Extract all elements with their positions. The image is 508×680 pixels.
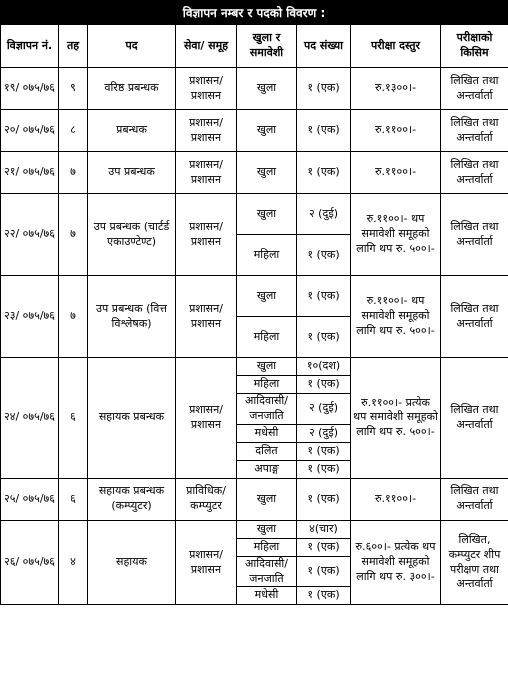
header-post: पद xyxy=(88,25,176,68)
ad-no-cell: २३/ ०७५/७६ xyxy=(1,276,59,358)
post-cell: सहायक प्रबन्धक (कम्प्युटर) xyxy=(88,478,176,520)
ad-no-cell: २४/ ०७५/७६ xyxy=(1,358,59,479)
service-cell: प्रशासन/ प्रशासन xyxy=(176,152,237,194)
fee-cell: रु.१३००।- xyxy=(351,68,441,110)
quantity-cell: १ (एक) xyxy=(297,556,351,587)
category-cell: आदिवासी/ जनजाति xyxy=(237,394,297,425)
quantity-cell: २ (दुई) xyxy=(297,394,351,425)
quantity-cell: २ (दुई) xyxy=(297,424,351,442)
category-cell: दलित xyxy=(237,442,297,460)
service-cell: प्रशासन/ प्रशासन xyxy=(176,520,237,605)
quantity-cell: १ (एक) xyxy=(297,110,351,152)
quantity-cell: २ (दुई) xyxy=(297,194,351,235)
level-cell: ९ xyxy=(59,68,88,110)
fee-cell: रु.११००।- प्रत्येक थप समावेशी समूहको लागि थप रु. ५००।- xyxy=(351,358,441,479)
post-cell: प्रबन्धक xyxy=(88,110,176,152)
quantity-cell: १०(दश) xyxy=(297,358,351,376)
category-cell: अपाङ्ग xyxy=(237,460,297,478)
table-header-row xyxy=(1,25,508,68)
category-cell: मधेसी xyxy=(237,424,297,442)
fee-cell: रु.६००।- प्रत्येक थप समावेशी समूहको लागि थप रु. ३००।- xyxy=(351,520,441,605)
fee-cell: रु.११००।- थप समावेशी समूहको लागि थप रु. ५००।- xyxy=(351,194,441,276)
post-cell: वरिष्ठ प्रबन्धक xyxy=(88,68,176,110)
header-category: खुला र समावेशी xyxy=(237,25,297,68)
fee-cell: रु.११००।- थप समावेशी समूहको लागि थप रु. ५००।- xyxy=(351,276,441,358)
post-cell: सहायक प्रबन्धक xyxy=(88,358,176,479)
table-row xyxy=(1,194,508,235)
quantity-cell: १ (एक) xyxy=(297,317,351,358)
table-row xyxy=(1,68,508,110)
category-cell: खुला xyxy=(237,520,297,538)
service-cell: प्रशासन/ प्रशासन xyxy=(176,194,237,276)
exam-type-cell: लिखित तथा अन्तर्वार्ता xyxy=(441,194,508,276)
ad-no-cell: २१/ ०७५/७६ xyxy=(1,152,59,194)
exam-type-cell: लिखित तथा अन्तर्वार्ता xyxy=(441,276,508,358)
quantity-cell: १ (एक) xyxy=(297,460,351,478)
category-cell: महिला xyxy=(237,235,297,276)
category-cell: खुला xyxy=(237,110,297,152)
quantity-cell: १ (एक) xyxy=(297,587,351,605)
quantity-cell: १ (एक) xyxy=(297,276,351,317)
fee-cell: रु.११००।- xyxy=(351,478,441,520)
level-cell: ७ xyxy=(59,276,88,358)
category-cell: खुला xyxy=(237,152,297,194)
quantity-cell: १ (एक) xyxy=(297,235,351,276)
exam-type-cell: लिखित, कम्प्युटर शीप परीक्षण तथा अन्तर्वार्ता xyxy=(441,520,508,605)
post-cell: सहायक xyxy=(88,520,176,605)
post-cell: उप प्रबन्धक xyxy=(88,152,176,194)
level-cell: ७ xyxy=(59,194,88,276)
level-cell: ७ xyxy=(59,152,88,194)
category-cell: खुला xyxy=(237,478,297,520)
category-cell: खुला xyxy=(237,276,297,317)
service-cell: प्राविधिक/ कम्प्युटर xyxy=(176,478,237,520)
fee-cell: रु.११००।- xyxy=(351,110,441,152)
header-service: सेवा/ समूह xyxy=(176,25,237,68)
category-cell: महिला xyxy=(237,538,297,556)
ad-no-cell: १९/ ०७५/७६ xyxy=(1,68,59,110)
ad-no-cell: २६/ ०७५/७६ xyxy=(1,520,59,605)
exam-type-cell: लिखित तथा अन्तर्वार्ता xyxy=(441,358,508,479)
header-fee: परीक्षा दस्तुर xyxy=(351,25,441,68)
quantity-cell: १ (एक) xyxy=(297,442,351,460)
category-cell: महिला xyxy=(237,376,297,394)
ad-no-cell: २५/ ०७५/७६ xyxy=(1,478,59,520)
post-cell: उप प्रबन्धक (वित्त विश्लेषक) xyxy=(88,276,176,358)
category-cell: आदिवासी/ जनजाति xyxy=(237,556,297,587)
service-cell: प्रशासन/ प्रशासन xyxy=(176,358,237,479)
quantity-cell: १ (एक) xyxy=(297,376,351,394)
service-cell: प्रशासन/ प्रशासन xyxy=(176,68,237,110)
table-row xyxy=(1,152,508,194)
level-cell: ८ xyxy=(59,110,88,152)
ad-no-cell: २२/ ०७५/७६ xyxy=(1,194,59,276)
ad-no-cell: २०/ ०७५/७६ xyxy=(1,110,59,152)
category-cell: खुला xyxy=(237,194,297,235)
level-cell: ४ xyxy=(59,520,88,605)
exam-type-cell: लिखित तथा अन्तर्वार्ता xyxy=(441,478,508,520)
level-cell: ६ xyxy=(59,358,88,479)
category-cell: खुला xyxy=(237,358,297,376)
category-cell: मधेसी xyxy=(237,587,297,605)
header-quantity: पद संख्या xyxy=(297,25,351,68)
level-cell: ६ xyxy=(59,478,88,520)
exam-type-cell: लिखित तथा अन्तर्वार्ता xyxy=(441,110,508,152)
category-cell: महिला xyxy=(237,317,297,358)
service-cell: प्रशासन/ प्रशासन xyxy=(176,110,237,152)
table-row xyxy=(1,276,508,317)
header-ad-no: विज्ञापन नं. xyxy=(1,25,59,68)
table-row xyxy=(1,358,508,376)
header-exam: परीक्षाको किसिम xyxy=(441,25,508,68)
quantity-cell: १ (एक) xyxy=(297,538,351,556)
category-cell: खुला xyxy=(237,68,297,110)
table-row xyxy=(1,110,508,152)
post-cell: उप प्रबन्धक (चार्टर्ड एकाउण्टेण्ट) xyxy=(88,194,176,276)
quantity-cell: ४(चार) xyxy=(297,520,351,538)
quantity-cell: १ (एक) xyxy=(297,152,351,194)
notice-title: विज्ञापन नम्बर र पदको विवरण : xyxy=(0,0,508,24)
quantity-cell: १ (एक) xyxy=(297,478,351,520)
vacancy-table xyxy=(0,24,508,605)
service-cell: प्रशासन/ प्रशासन xyxy=(176,276,237,358)
exam-type-cell: लिखित तथा अन्तर्वार्ता xyxy=(441,152,508,194)
fee-cell: रु.११००।- xyxy=(351,152,441,194)
table-row xyxy=(1,478,508,520)
exam-type-cell: लिखित तथा अन्तर्वार्ता xyxy=(441,68,508,110)
table-row xyxy=(1,520,508,538)
table-body xyxy=(1,68,508,605)
quantity-cell: १ (एक) xyxy=(297,68,351,110)
header-level: तह xyxy=(59,25,88,68)
